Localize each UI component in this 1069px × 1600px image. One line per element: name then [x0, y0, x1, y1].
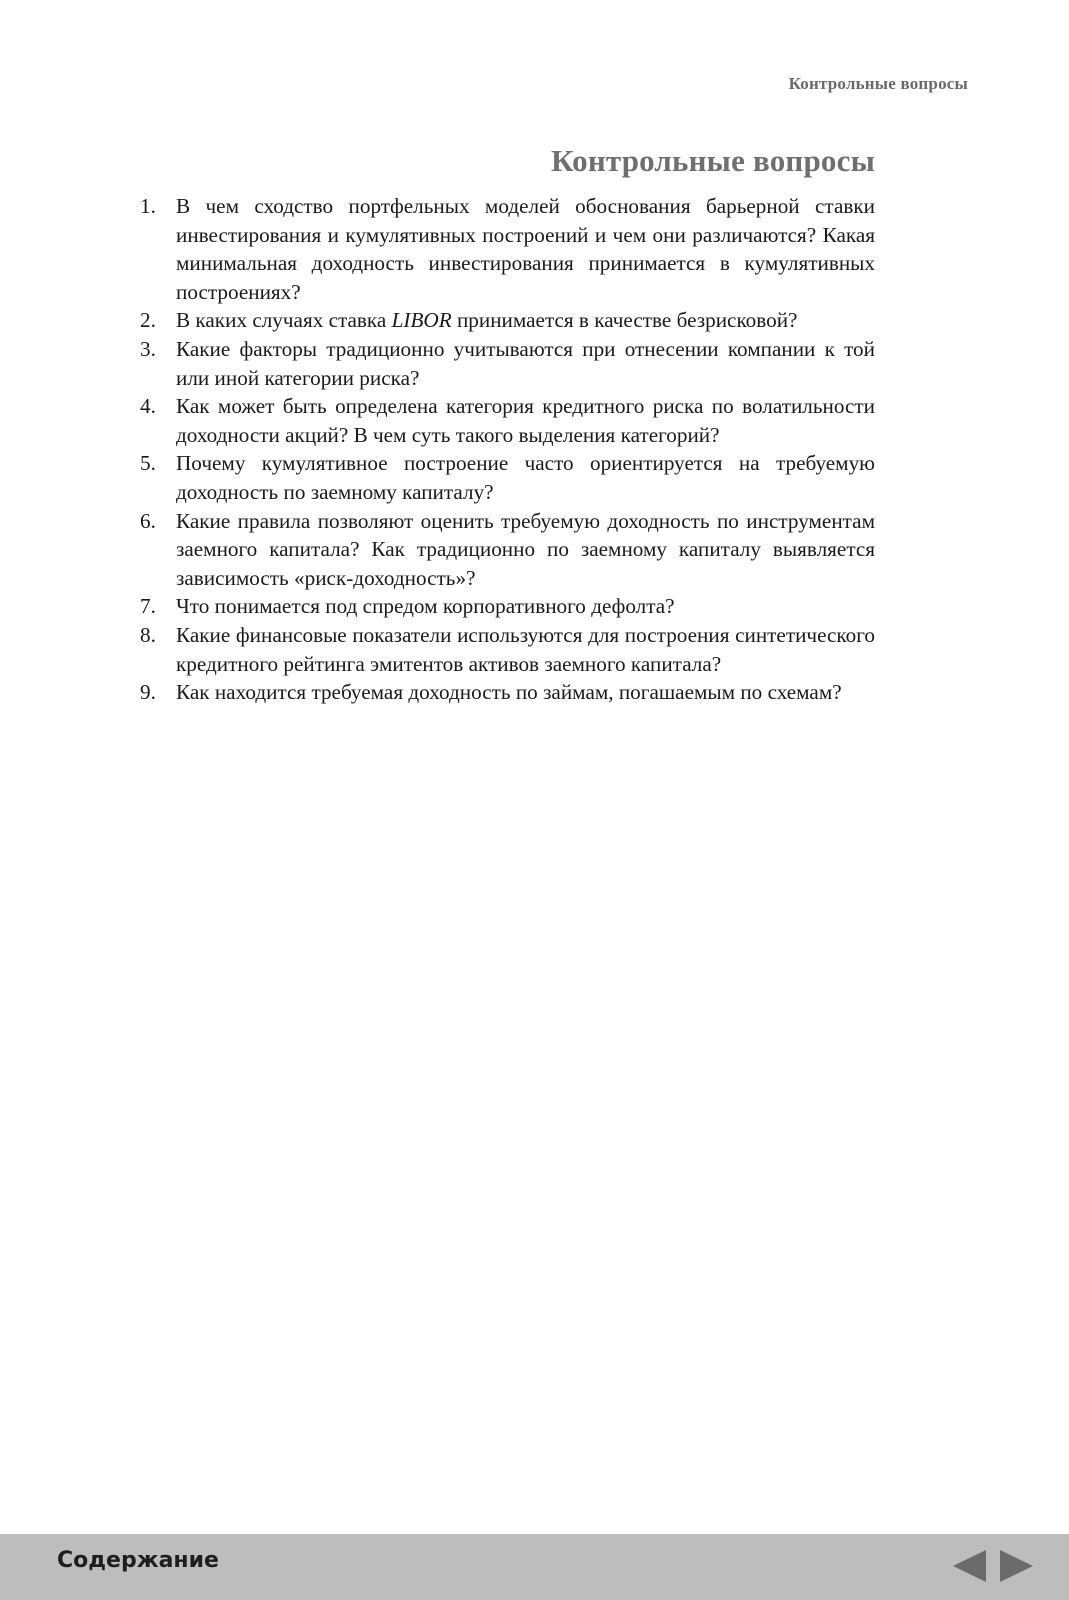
question-number: 7. — [140, 594, 156, 619]
question-number: 9. — [140, 680, 156, 705]
question-text: В чем сходство портфельных моделей обоснования барьерной ставки инвестирования и кумулятивных построений и чем они различаются? Какая минимальная доходность инвестирования принимается в кумулятивных построениях? — [176, 194, 875, 304]
triangle-right-icon[interactable] — [1000, 1550, 1033, 1582]
section-title: Контрольные вопросы — [551, 143, 875, 178]
question-text: Что понимается под спредом корпоративного дефолта? — [176, 594, 675, 619]
question-item — [140, 192, 875, 306]
question-number: 1. — [140, 194, 156, 218]
questions-list — [140, 192, 875, 707]
question-item — [140, 449, 875, 506]
question-item — [140, 621, 875, 678]
question-text: Какие правила позволяют оценить требуемую доходность по инструментам заемного капитала? Как традиционно по заемному капиталу выявляется зависимость «риск-доходность»? — [176, 508, 875, 590]
question-text-part: В каких случаях ставка — [176, 308, 392, 333]
question-number: 2. — [140, 308, 156, 333]
question-text-part: принимается в качестве безрисковой? — [451, 308, 798, 333]
running-head: Контрольные вопросы — [788, 74, 968, 93]
question-number: 3. — [140, 336, 156, 361]
footer-bar — [0, 1534, 1069, 1600]
question-number: 8. — [140, 622, 156, 647]
libor-term: LIBOR — [391, 308, 452, 333]
question-number: 4. — [140, 394, 156, 419]
question-item — [140, 592, 875, 621]
question-text: Как может быть определена категория кредитного риска по волатильности доходности акций? В чем суть такого выделения категорий? — [176, 394, 875, 447]
triangle-left-icon[interactable] — [953, 1550, 986, 1582]
question-item — [140, 335, 875, 392]
question-number: 5. — [140, 451, 156, 476]
question-item — [140, 678, 875, 707]
contents-link[interactable]: Содержание — [57, 1548, 219, 1573]
question-text: Почему кумулятивное построение часто ориентируется на требуемую доходность по заемному капиталу? — [176, 451, 875, 504]
question-number: 6. — [140, 508, 156, 533]
question-text: Какие факторы традиционно учитываются при отнесении компании к той или иной категории риска? — [176, 336, 875, 390]
question-text — [176, 308, 797, 332]
question-text: Как находится требуемая доходность по займам, погашаемым по схемам? — [176, 680, 842, 705]
question-item — [140, 507, 875, 593]
question-item — [140, 392, 875, 449]
question-item — [140, 306, 875, 335]
question-text: Какие финансовые показатели используются для построения синтетического кредитного рейтинга эмитентов активов заемного капитала? — [176, 622, 875, 676]
